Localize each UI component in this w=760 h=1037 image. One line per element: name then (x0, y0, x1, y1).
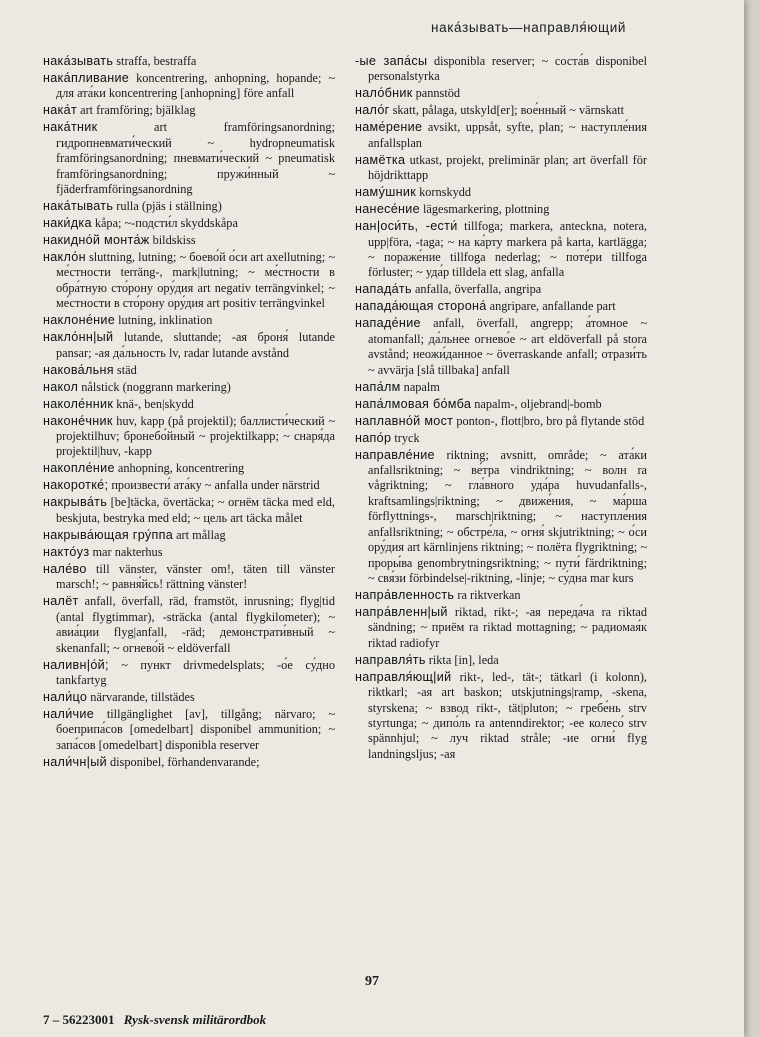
dictionary-entry (43, 755, 335, 770)
entry-headword: нали́чие (43, 706, 95, 721)
dictionary-entry (43, 461, 335, 476)
entry-definition: utkast, projekt, preliminär plan; art överfall för höjdrikttapp (368, 152, 647, 183)
entry-headword: -ые запа́сы (355, 54, 428, 68)
dictionary-entry (43, 199, 335, 214)
entry-definition: rikt-, led-, tät-; tätkarl (i kolonn), riktkarl; -ая art baskon; utskjutnings|ramp, -skena, styrskena; ~ взвод rikt-, tät|pluton; ~ гребе́нь strv styrtunga; ~ дипо́ль ra antenndirektor; -ее колесо́ strv spännhjul; ~ луч riktad stråle; -ие огни́ flyg landningsljus; -ая (368, 669, 647, 761)
entry-definition: disponibel, förhandenvarande; (106, 754, 260, 769)
dictionary-entry (43, 478, 335, 493)
entry-definition: pannstöd (412, 86, 461, 101)
entry-definition: rikta [in], leda (425, 652, 499, 667)
dictionary-entry (355, 103, 647, 118)
dictionary-entry (355, 316, 647, 378)
entry-headword: наколе́нник (43, 396, 114, 411)
dictionary-entry (43, 690, 335, 705)
entry-definition: napalm (400, 379, 440, 394)
entry-headword: нало́бник (355, 86, 413, 101)
dictionary-entry (43, 658, 335, 689)
dictionary-entry (43, 103, 335, 118)
entry-definition: städ (113, 362, 137, 377)
entry-definition: art framföring; bjälklag (77, 103, 196, 118)
entry-headword: накоротке́; (43, 478, 109, 493)
entry-definition: nålstick (noggrann markering) (78, 379, 231, 394)
dictionary-entry (43, 594, 335, 656)
dictionary-entry (355, 588, 647, 603)
dictionary-entry (355, 605, 647, 651)
entry-headword: намётка (355, 152, 406, 167)
dictionary-entry (355, 86, 647, 101)
dictionary-entry (43, 414, 335, 460)
dictionary-entry (43, 233, 335, 248)
entry-definition: ~ пункт drivmedelsplats; -о́е су́дно tankfartyg (56, 657, 335, 687)
entry-definition: tryck (391, 430, 420, 445)
entry-definition: art framföringsanordning; гидропневмати́ческий ~ hydropneumatisk framföringsanordning; пневмати́ческий ~ pneumatisk framföringsanordning; пружи́нный ~ fjäderframföringsanordning (56, 120, 335, 197)
entry-headword: нападе́ние (355, 316, 421, 331)
dictionary-entry (43, 313, 335, 328)
entry-headword: напра́вленность (355, 587, 455, 602)
dictionary-entry (355, 120, 647, 151)
dictionary-entry (43, 120, 335, 197)
entry-definition: tillfoga; markera, anteckna, notera, upp|föra, -taga; ~ на ка́рту markera på karta, kartlägga; ~ пораже́ние tillfoga nederlag; ~ поте́ри tillfoga förluster; ~ уда́р tilldela ett slag, anfalla (368, 219, 647, 280)
entry-headword: напо́р (355, 430, 392, 445)
entry-definition: angripare, anfallande part (486, 299, 616, 314)
entry-headword: направле́ние (355, 447, 435, 462)
entry-headword: накло́н (43, 250, 86, 265)
footer-code: 7 – 56223001 (43, 1012, 115, 1027)
entry-headword: нали́цо (43, 689, 88, 704)
entry-headword: напада́ющая сторона́ (355, 299, 487, 314)
entry-definition: ra riktverkan (454, 587, 521, 602)
entry-definition: anfall, överfall, räd, framstöt, inrusning; flyg|tid (antal flygtimmar), -sträcka (antal flygkilometer); ~ авиа́ции flyg|anfall, -räd; демонстрати́вный ~ skenanfall; ~ огнево́й ~ eldöverfall (56, 594, 335, 655)
entry-headword: наме́рение (355, 120, 423, 135)
entry-headword: направля́ть (355, 652, 426, 667)
entry-headword: нака́т (43, 103, 78, 118)
dictionary-entry (43, 216, 335, 231)
entry-headword: наки́дка (43, 216, 92, 231)
dictionary-entry (355, 670, 647, 762)
entry-definition: anfall, överfall, angrepp; а́томное ~ atomanfall; да́льнее огнево́е ~ art eldöverfall på stora avstånd; неожи́данное ~ överraskande anfall; отрази́ть ~ avvärja [slå tillbaka] anfall (368, 316, 647, 377)
dictionary-entry (43, 54, 335, 69)
running-head: нака́зывать—направля́ющий (431, 20, 626, 35)
entry-definition: kåpa; ~-подсти́л skyddskåpa (91, 216, 238, 231)
entry-headword: накто́уз (43, 544, 90, 559)
entry-definition: tillgänglighet [av], tillgång; närvaro; ~ боеприпа́сов [omedelbart] disponibel ammunition; ~ запа́сов [omedelbart] disponibla reserver (56, 706, 335, 752)
entry-headword: нака́зывать (43, 54, 114, 68)
dictionary-entry (355, 431, 647, 446)
entry-definition: kornskydd (416, 185, 472, 200)
entry-definition: disponibla reserver; ~ соста́в disponibel personalstyrka (368, 54, 647, 84)
entry-definition: knä-, ben|skydd (113, 396, 194, 411)
entry-headword: наплавно́й мост (355, 413, 454, 428)
entry-definition: till vänster, vänster om!, täten till vänster marsch!; ~ равня́йсь! rättning vänster! (56, 561, 335, 592)
entry-headword: наклоне́ние (43, 313, 116, 328)
entry-definition: anhopning, koncentrering (114, 461, 245, 476)
entry-headword: накол (43, 379, 79, 394)
entry-headword: нанесе́ние (355, 202, 420, 217)
dictionary-entry (43, 562, 335, 593)
entry-definition: sluttning, lutning; ~ боево́й о́си art axellutning; ~ ме́стности terräng-, mark|lutning; ~ ме́стности в обра́тную сто́рону ору́дия art negativ terrängvinkel; ~ ме́стности в сто́рону ору́дия art positiv terrängvinkel (56, 250, 335, 311)
dictionary-entry (355, 448, 647, 587)
entry-headword: напа́лм (355, 379, 401, 394)
right-column (355, 54, 647, 764)
left-column (43, 54, 335, 772)
entry-headword: наму́шник (355, 185, 417, 200)
dictionary-entry (43, 71, 335, 102)
entry-definition: bildskiss (149, 233, 196, 248)
entry-headword: накрыва́ющая гру́ппа (43, 527, 174, 542)
entry-headword: нака́пливание (43, 71, 130, 85)
entry-headword: напада́ть (355, 282, 412, 297)
entry-definition: huv, kapp (på projektil); баллисти́ческий ~ projektilhuv; бронебо́йный ~ projektilkapp; ~ снаря́да projektil|huv, -kapp (56, 413, 335, 459)
entry-definition: anfalla, överfalla, angripa (411, 282, 542, 297)
dictionary-entry (355, 202, 647, 217)
dictionary-entry (355, 282, 647, 297)
dictionary-entry (43, 380, 335, 395)
entry-headword: накло́нн|ый (43, 330, 114, 345)
entry-headword: напа́лмовая бо́мба (355, 396, 472, 411)
entry-headword: накидно́й монта́ж (43, 233, 150, 248)
dictionary-entry (355, 54, 647, 85)
entry-definition: mar nakterhus (89, 544, 163, 559)
entry-headword: налёт (43, 594, 79, 609)
entry-headword: нале́во (43, 561, 87, 576)
dictionary-entry (43, 363, 335, 378)
entry-definition: lägesmarkering, plottning (419, 202, 550, 217)
entry-definition: koncentrering, anhopning, hopande; ~ для ата́ки koncentrering [anhopning] före anfall (56, 71, 335, 101)
entry-headword: нан|оси́ть, -ести́ (355, 219, 458, 234)
entry-definition: lutande, sluttande; -ая броня́ lutande pansar; -ая да́льность lv, radar lutande avstånd (56, 330, 335, 360)
entry-definition: närvarande, tillstädes (87, 689, 195, 704)
dictionary-entry (355, 185, 647, 200)
dictionary-entry (355, 653, 647, 668)
dictionary-entry (355, 219, 647, 281)
entry-definition: riktad, rikt-; -ая переда́ча ra riktad sändning; ~ приём ra riktad mottagning; ~ радиомая́к riktad radiofyr (368, 604, 647, 650)
entry-definition: lutning, inklination (115, 313, 213, 328)
dictionary-entry (43, 250, 335, 312)
dictionary-entry (355, 380, 647, 395)
footer (43, 1012, 266, 1028)
entry-headword: нали́чн|ый (43, 754, 107, 769)
entry-headword: наливн|о́й; (43, 657, 109, 672)
entry-definition: rulla (pjäs i ställning) (113, 199, 222, 214)
entry-headword: нака́тывать (43, 199, 114, 214)
dictionary-entry (43, 528, 335, 543)
entry-definition: riktning; avsnitt, område; ~ ата́ки anfallsriktning; ~ ве́тра vindriktning; ~ волн ra vågriktning; ~ гла́вного уда́ра huvudanfalls-, kraftsamlings|riktning; ~ движе́ния, ~ ма́рша förflyttnings-, marsch|riktning; ~ наступле́ния anfallsriktning; ~ обстре́ла, ~ огня́ skjutriktning; ~ о́си ору́дия art kärnlinjens riktning; ~ полёта flygriktning; ~ проры́ва genombrytningsriktning; ~ пути́ färdriktning; ~ свя́зи förbindelse|-riktning, -linje; ~ су́дна mar kurs (368, 447, 647, 585)
entry-headword: нака́тник (43, 120, 98, 135)
dictionary-entry (355, 397, 647, 412)
entry-definition: art mållag (173, 527, 226, 542)
footer-book-title: Rysk-svensk militärordbok (123, 1012, 267, 1027)
dictionary-entry (43, 330, 335, 361)
entry-definition: skatt, pålaga, utskyld[er]; вое́нный ~ värnskatt (389, 103, 625, 118)
dictionary-entry (355, 299, 647, 314)
entry-headword: накопле́ние (43, 461, 115, 476)
entry-definition: [be]täcka, övertäcka; ~ огнём täcka med eld, beskjuta, bestryka med eld; ~ цель art täcka målet (56, 495, 335, 525)
entry-definition: napalm-, oljebrand|-bomb (471, 396, 602, 411)
entry-headword: наконе́чник (43, 413, 113, 428)
dictionary-entry (43, 397, 335, 412)
entry-headword: накрыва́ть (43, 495, 108, 510)
dictionary-entry (355, 153, 647, 184)
dictionary-entry (43, 545, 335, 560)
dictionary-entry (43, 495, 335, 526)
entry-headword: накова́льня (43, 362, 114, 377)
entry-headword: нало́г (355, 103, 390, 118)
dictionary-entry (355, 414, 647, 429)
page-number: 97 (365, 974, 379, 989)
entry-headword: направля́ющ|ий (355, 669, 452, 684)
entry-definition: ponton-, flott|bro, bro på flytande stöd (453, 413, 645, 428)
entry-definition: straffa, bestraffa (113, 54, 197, 68)
entry-headword: напра́вленн|ый (355, 604, 448, 619)
entry-definition: произвести́ ата́ку ~ anfalla under närstrid (108, 478, 320, 493)
entry-definition: avsikt, uppsåt, syfte, plan; ~ наступле́ния anfallsplan (368, 120, 647, 150)
dictionary-entry (43, 707, 335, 753)
